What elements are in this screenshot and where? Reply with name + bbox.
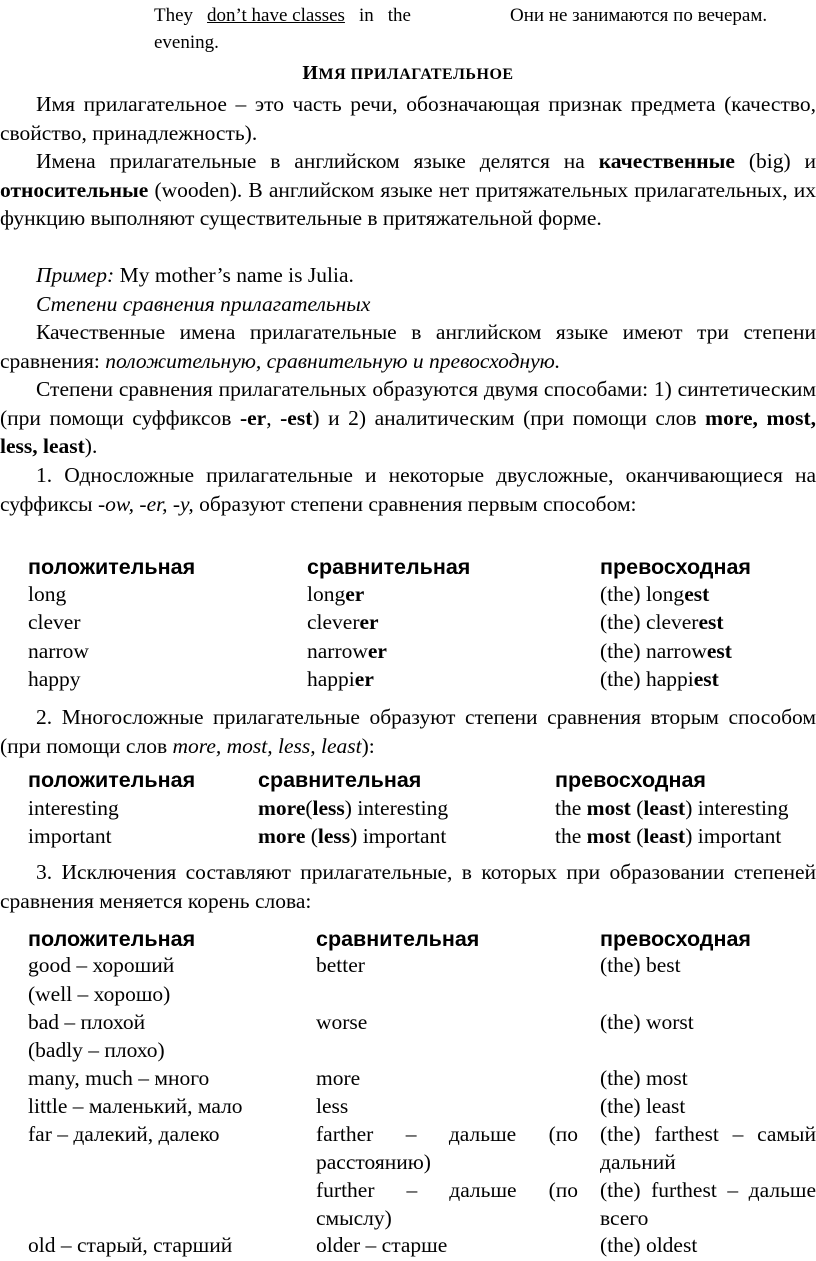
- table-cell: many, much – много: [28, 1066, 210, 1090]
- table-cell: more(less) interesting: [258, 796, 449, 820]
- table-cell: (the) most: [600, 1066, 688, 1090]
- paragraph-example: Пример: My mother’s name is Julia.: [36, 263, 354, 287]
- table-cell: the most (least) interesting: [555, 796, 789, 820]
- table-cell: (the) furthest – дальше всего: [600, 1178, 816, 1230]
- table3-header-comparative: сравнительная: [316, 927, 480, 951]
- paragraph-types: Имена прилагательные в английском языке делятся на качественные (big) и относительные (wooden). В английском языке нет притяжательных прилагательных, их функцию выполняют существительные в притяжательной форме.: [0, 149, 816, 230]
- table-cell: (well – хорошо): [28, 982, 171, 1006]
- table-cell: (the) farthest – самый дальний: [600, 1122, 816, 1174]
- paragraph-rule-1: 1. Односложные прилагательные и некоторые двусложные, оканчивающиеся на суффиксы -ow, -er, -y, образуют степени сравнения первым способом:: [0, 463, 816, 516]
- example-word: in: [358, 5, 374, 26]
- table-cell: the most (least) important: [555, 824, 782, 848]
- table1-header-comparative: сравнительная: [307, 555, 471, 579]
- table-cell: (the) worst: [600, 1010, 694, 1034]
- table-cell: clever: [28, 610, 81, 634]
- table2-header-positive: положительная: [28, 768, 196, 792]
- table-cell: (the) happiest: [600, 667, 719, 691]
- paragraph-rule-2: 2. Многосложные прилагательные образуют степени сравнения вторым способом (при помощи слов more, most, less, least):: [0, 705, 816, 758]
- paragraph-definition: Имя прилагательное – это часть речи, обозначающая признак предмета (качество, свойство, принадлежность).: [0, 92, 816, 145]
- table-cell: narrow: [28, 639, 89, 663]
- table-cell: good – хороший: [28, 953, 175, 977]
- table1-header-positive: положительная: [28, 555, 196, 579]
- table-cell: interesting: [28, 796, 119, 820]
- example-word: evening.: [154, 32, 219, 53]
- table-cell: (the) best: [600, 953, 681, 977]
- table-cell: important: [28, 824, 112, 848]
- table-cell: more (less) important: [258, 824, 447, 848]
- table-cell: less: [316, 1094, 349, 1118]
- paragraph-two-ways: Степени сравнения прилагательных образуются двумя способами: 1) синтетическим (при помощи суффиксов -er, -est) и 2) аналитическим (при помощи слов more, most, less, least).: [0, 377, 816, 458]
- table-cell: long: [28, 582, 67, 606]
- table-cell: narrower: [307, 639, 387, 663]
- example-russian: Они не занимаются по вечерам.: [510, 5, 768, 26]
- table-cell: bad – плохой: [28, 1010, 146, 1034]
- table-cell: (badly – плохо): [28, 1038, 165, 1062]
- table-cell: older – старше: [316, 1233, 448, 1257]
- table2-header-superlative: превосходная: [555, 768, 706, 792]
- paragraph-three-degrees: Качественные имена прилагательные в английском языке имеют три степени сравнения: положительную, сравнительную и превосходную.: [0, 320, 816, 373]
- table-cell: happy: [28, 667, 81, 691]
- table-cell: (the) least: [600, 1094, 686, 1118]
- table-cell: worse: [316, 1010, 368, 1034]
- example-word-underlined: don’t have classes: [207, 5, 345, 26]
- table-cell: (the) longest: [600, 582, 710, 606]
- table-cell: far – далекий, далеко: [28, 1122, 220, 1146]
- table-cell: (the) oldest: [600, 1233, 698, 1257]
- section-heading: ИМЯ ПРИЛАГАТЕЛЬНОЕ: [302, 62, 514, 84]
- table-cell: cleverer: [307, 610, 379, 634]
- table-cell: (the) narrowest: [600, 639, 732, 663]
- table1-header-superlative: превосходная: [600, 555, 751, 579]
- table-cell: more: [316, 1066, 361, 1090]
- example-word: the: [387, 5, 411, 26]
- subheading-degrees: Степени сравнения прилагательных: [36, 292, 371, 316]
- example-word: They: [154, 5, 194, 26]
- table-cell: longer: [307, 582, 365, 606]
- table-cell: (the) cleverest: [600, 610, 724, 634]
- table-cell: better: [316, 953, 365, 977]
- table-cell: further – дальше (по смыслу): [316, 1178, 578, 1230]
- example-english: [154, 2, 484, 56]
- table-cell: happier: [307, 667, 374, 691]
- paragraph-rule-3: 3. Исключения составляют прилагательные, в которых при образовании степеней сравнения меняется корень слова:: [0, 860, 816, 913]
- table-cell: old – старый, старший: [28, 1233, 233, 1257]
- table3-header-positive: положительная: [28, 927, 196, 951]
- table-cell: little – маленький, мало: [28, 1094, 243, 1118]
- table2-header-comparative: сравнительная: [258, 768, 422, 792]
- table-cell: farther – дальше (по расстоянию): [316, 1122, 578, 1174]
- table3-header-superlative: превосходная: [600, 927, 751, 951]
